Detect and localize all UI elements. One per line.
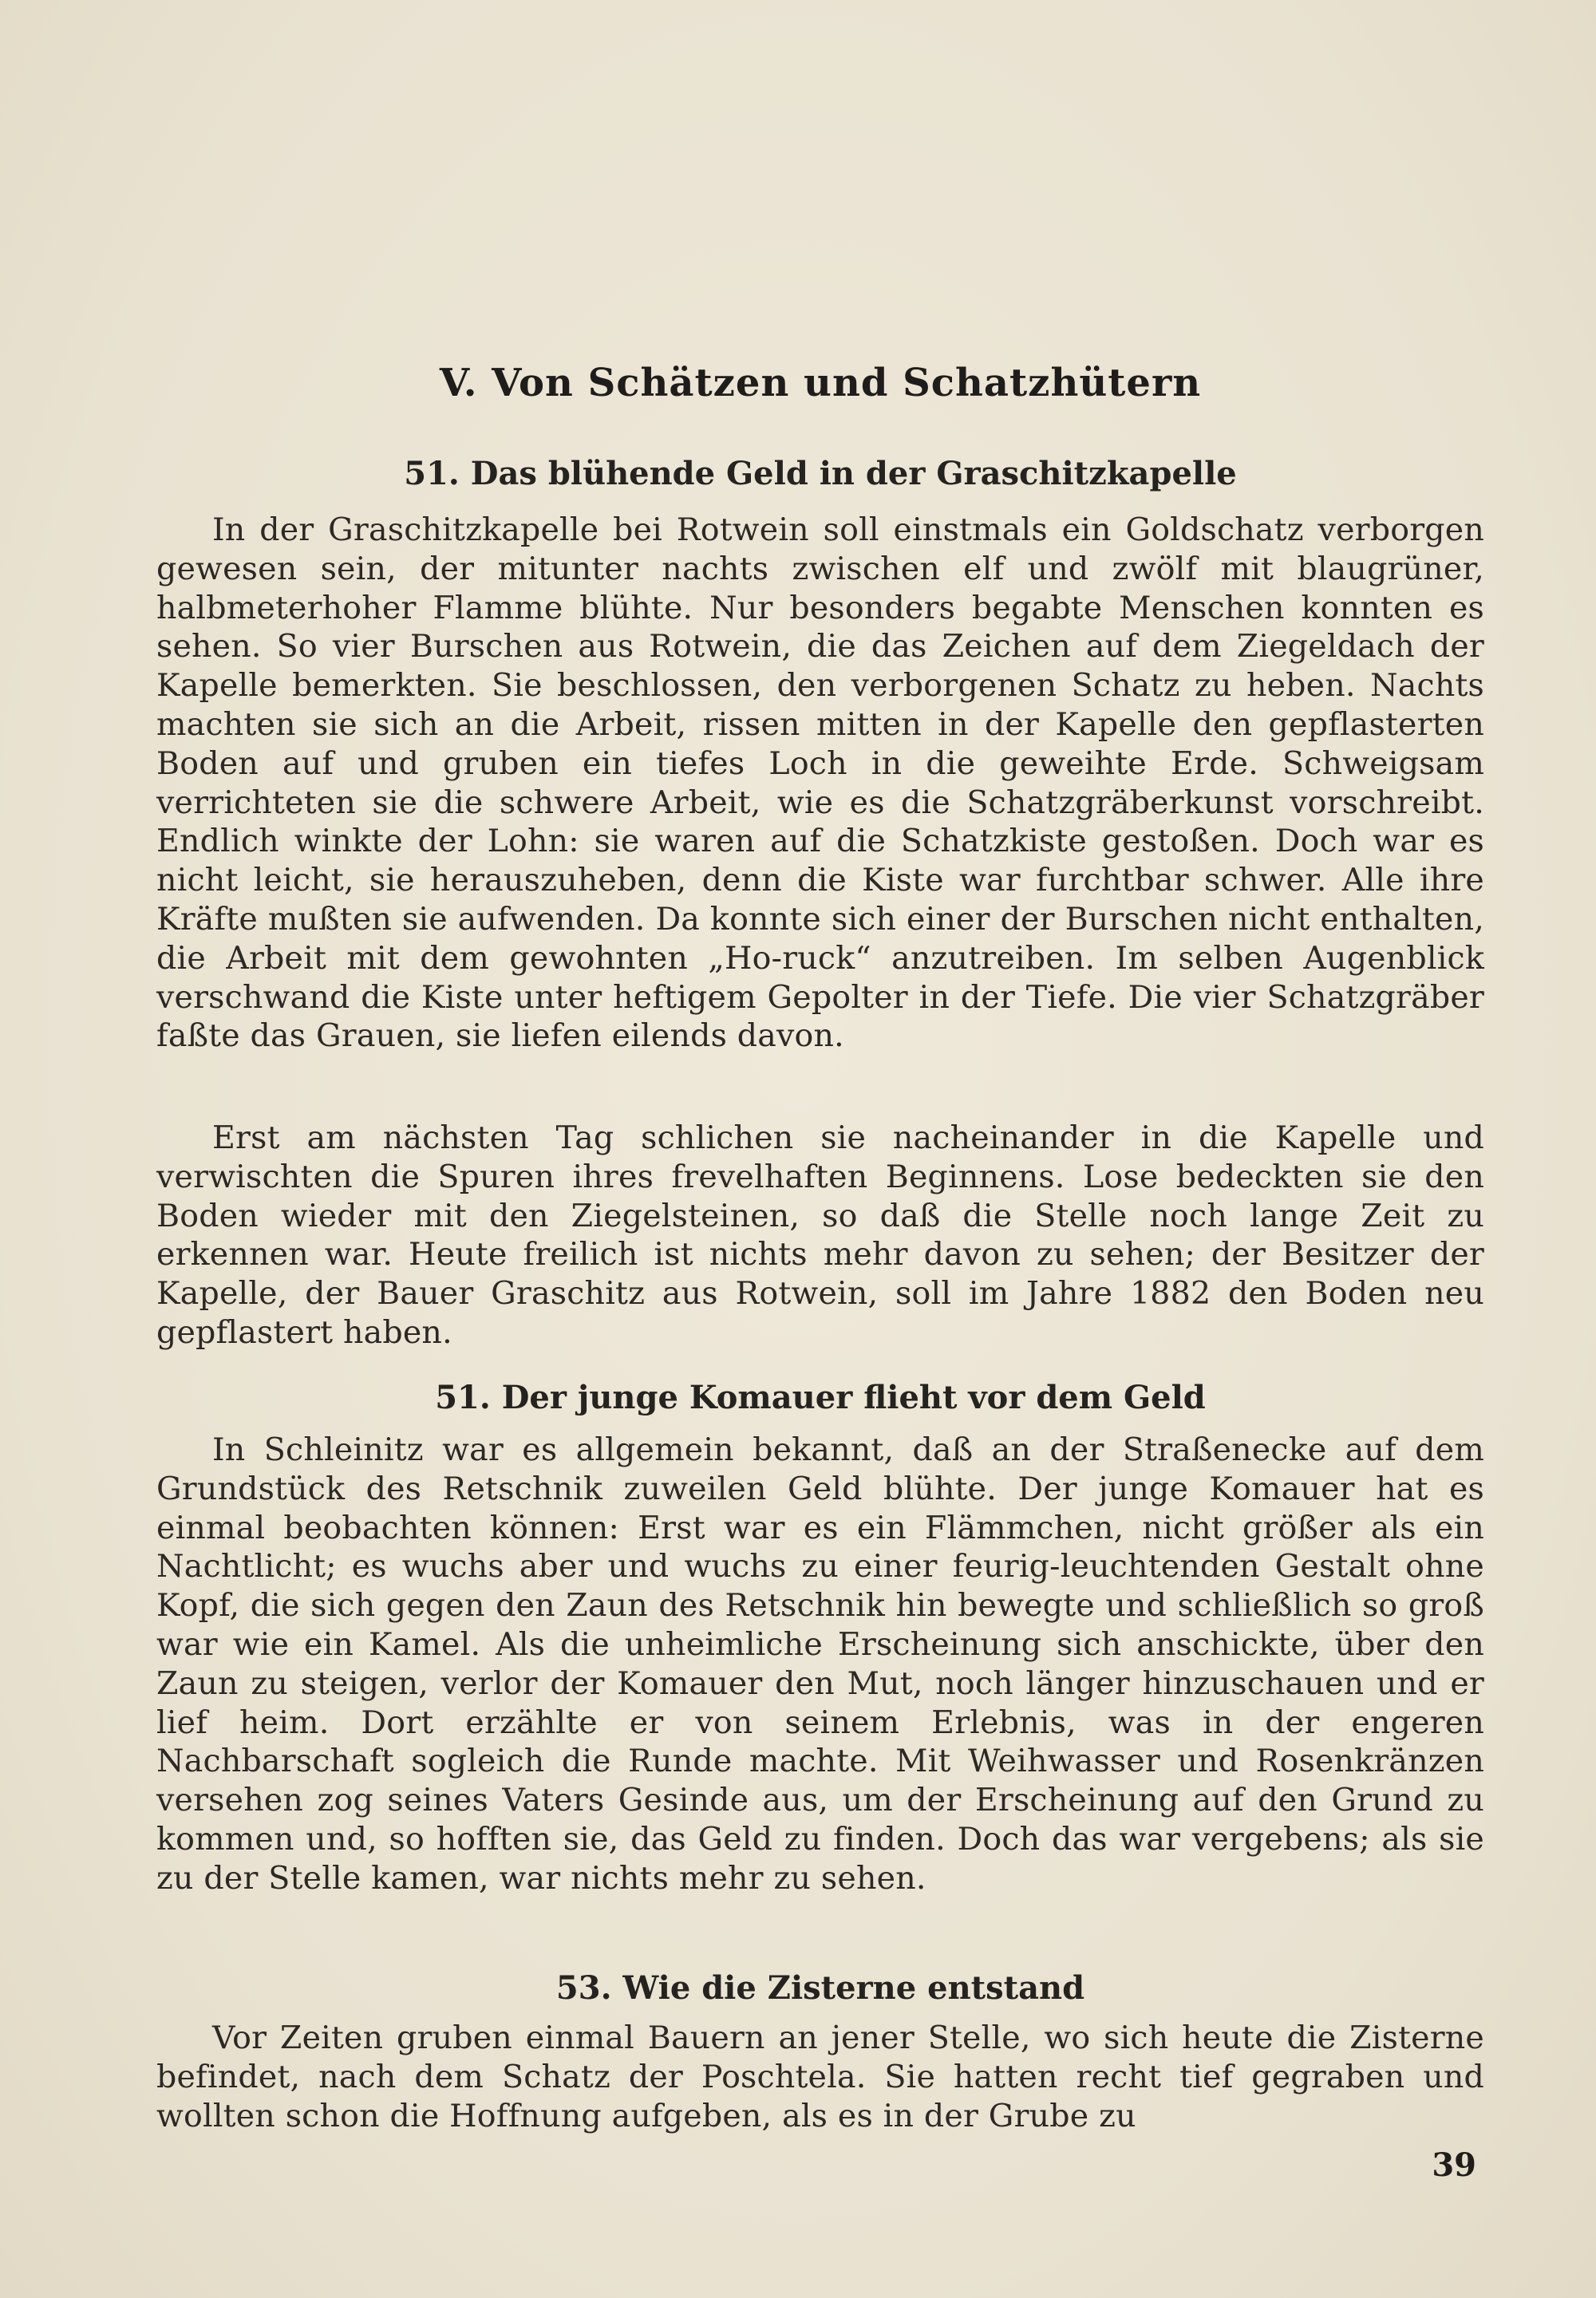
paragraph-text: In Schleinitz war es allgemein bekannt, daß an der Straßenecke auf dem Grundstück des Retschnik zuweilen Geld blühte. Der junge Komauer hat es einmal beobachten können: Erst war es ein Flämmchen, nicht größer als ein Nachtlicht; es wuchs aber und wuchs zu einer feurig-leuchtenden Gestalt ohne Kopf, die sich gegen den Zaun des Retschnik hin bewegte und schließlich so groß war wie ein Kamel. Als die unheimliche Erscheinung sich anschickte, über den Zaun zu steigen, verlor der Komauer den Mut, noch länger hinzuschauen und er lief heim. Dort erzählte er von seinem Erlebnis, was in der engeren Nachbarschaft sogleich die Runde machte. Mit Weihwasser und Rosenkränzen versehen zog seines Vaters Gesinde aus, um der Erscheinung auf den Grund zu kommen und, so hofften sie, das Geld zu finden. Doch das war vergebens; als sie zu der Stelle kamen, war nichts mehr zu sehen. xyxy=(156,1431,1484,1897)
chapter-title: V. Von Schätzen und Schatzhütern xyxy=(439,361,1202,405)
paragraph-text: Vor Zeiten gruben einmal Bauern an jener Stelle, wo sich heute die Zisterne befindet, nach dem Schatz der Poschtela. Sie hatten recht tief gegraben und wollten schon die Hoffnung aufgeben, als es in der Grube zu xyxy=(156,2020,1484,2134)
paragraph-3-1 xyxy=(156,2019,1484,2135)
paragraph-2-1 xyxy=(156,1431,1484,1898)
section-title-1: 51. Das blühende Geld in der Graschitzkapelle xyxy=(404,455,1237,492)
paragraph-text: In der Graschitzkapelle bei Rotwein soll einstmals ein Goldschatz verborgen gewesen sein, der mitunter nachts zwischen elf und zwölf mit blaugrüner, halbmeterhoher Flamme blühte. Nur besonders begabte Menschen konnten es sehen. So vier Burschen aus Rotwein, die das Zeichen auf dem Ziegeldach der Kapelle bemerkten. Sie beschlossen, den verborgenen Schatz zu heben. Nachts machten sie sich an die Arbeit, rissen mitten in der Kapelle den gepflasterten Boden auf und gruben ein tiefes Loch in die geweihte Erde. Schweigsam verrichteten sie die schwere Arbeit, wie es die Schatzgräberkunst vorschreibt. Endlich winkte der Lohn: sie waren auf die Schatzkiste gestoßen. Doch war es nicht leicht, sie herauszuheben, denn die Kiste war furchtbar schwer. Alle ihre Kräfte mußten sie aufwenden. Da konnte sich einer der Burschen nicht enthalten, die Arbeit mit dem gewohnten „Ho-ruck“ anzutreiben. Im selben Augenblick verschwand die Kiste unter heftigem Gepolter in der Tiefe. Die vier Schatzgräber faßte das Grauen, sie liefen eilends davon. xyxy=(156,511,1484,1055)
paragraph-text: Erst am nächsten Tag schlichen sie nacheinander in die Kapelle und verwischten die Spuren ihres frevelhaften Beginnens. Lose bedeckten sie den Boden wieder mit den Ziegelsteinen, so daß die Stelle noch lange Zeit zu erkennen war. Heute freilich ist nichts mehr davon zu sehen; der Besitzer der Kapelle, der Bauer Graschitz aus Rotwein, soll im Jahre 1882 den Boden neu gepflastert haben. xyxy=(156,1119,1484,1351)
page-number: 39 xyxy=(1432,2146,1476,2184)
section-title-3: 53. Wie die Zisterne entstand xyxy=(555,1969,1085,2007)
section-title-2: 51. Der junge Komauer flieht vor dem Geld xyxy=(435,1379,1206,1416)
paragraph-1-2 xyxy=(156,1119,1484,1352)
paragraph-1-1 xyxy=(156,511,1484,1056)
